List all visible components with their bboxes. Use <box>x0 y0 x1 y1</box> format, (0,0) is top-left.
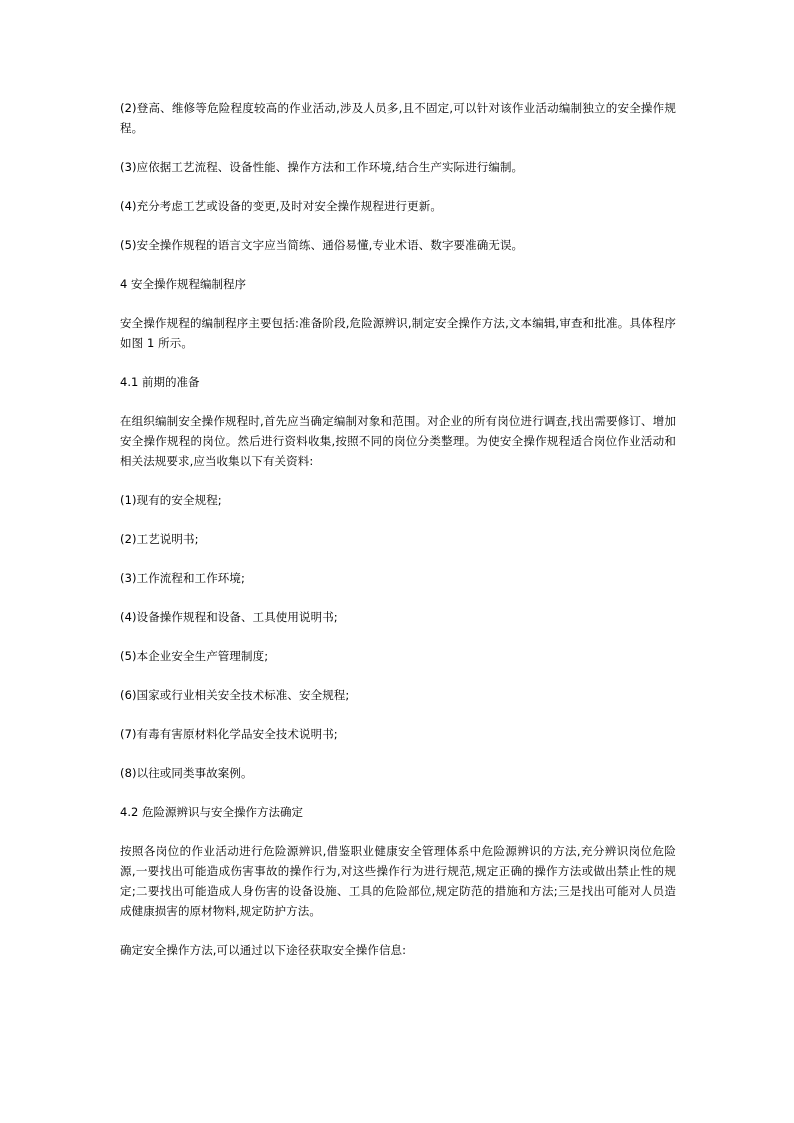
list-item-material-7: (7)有毒有害原材料化学品安全技术说明书; <box>120 727 338 741</box>
list-item-material-8: (8)以往或同类事故案例。 <box>120 766 253 780</box>
list-item-material-5: (5)本企业安全生产管理制度; <box>120 649 269 663</box>
list-item-material-4: (4)设备操作规程和设备、工具使用说明书; <box>120 610 338 624</box>
list-item-material-3: (3)工作流程和工作环境; <box>120 571 245 585</box>
section-heading-4-2: 4.2 危险源辨识与安全操作方法确定 <box>120 805 303 819</box>
paragraph-operation-method: 确定安全操作方法,可以通过以下途径获取安全操作信息: <box>120 943 407 957</box>
paragraph-procedure-overview: 安全操作规程的编制程序主要包括:准备阶段,危险源辨识,制定安全操作方法,文本编辑,审查和批准。具体程序如图 1 所示。 <box>120 316 676 350</box>
document-page <box>120 98 676 979</box>
section-heading-4-1: 4.1 前期的准备 <box>120 375 200 389</box>
list-item-material-1: (1)现有的安全规程; <box>120 493 222 507</box>
paragraph-item-5: (5)安全操作规程的语言文字应当简练、通俗易懂,专业术语、数字要准确无误。 <box>120 238 524 252</box>
paragraph-item-4: (4)充分考虑工艺或设备的变更,及时对安全操作规程进行更新。 <box>120 199 442 213</box>
list-item-material-6: (6)国家或行业相关安全技术标准、安全规程; <box>120 688 350 702</box>
paragraph-hazard-identification: 按照各岗位的作业活动进行危险源辨识,借鉴职业健康安全管理体系中危险源辨识的方法,充分辨识岗位危险源,一要找出可能造成伤害事故的操作行为,对这些操作行为进行规范,规定正确的操作方法或做出禁止性的规定;二要找出可能造成人身伤害的设备设施、工具的危险部位,规定防范的措施和方法;三是找出可能对人员造成健康损害的原材物料,规定防护方法。 <box>120 844 676 918</box>
section-heading-4: 4 安全操作规程编制程序 <box>120 277 246 291</box>
list-item-material-2: (2)工艺说明书; <box>120 532 199 546</box>
paragraph-preparation: 在组织编制安全操作规程时,首先应当确定编制对象和范围。对企业的所有岗位进行调查,找出需要修订、增加安全操作规程的岗位。然后进行资料收集,按照不同的岗位分类整理。为使安全操作规程适合岗位作业活动和相关法规要求,应当收集以下有关资料: <box>120 414 676 468</box>
paragraph-item-2: (2)登高、维修等危险程度较高的作业活动,涉及人员多,且不固定,可以针对该作业活动编制独立的安全操作规程。 <box>120 101 676 135</box>
paragraph-item-3: (3)应依据工艺流程、设备性能、操作方法和工作环境,结合生产实际进行编制。 <box>120 160 524 174</box>
